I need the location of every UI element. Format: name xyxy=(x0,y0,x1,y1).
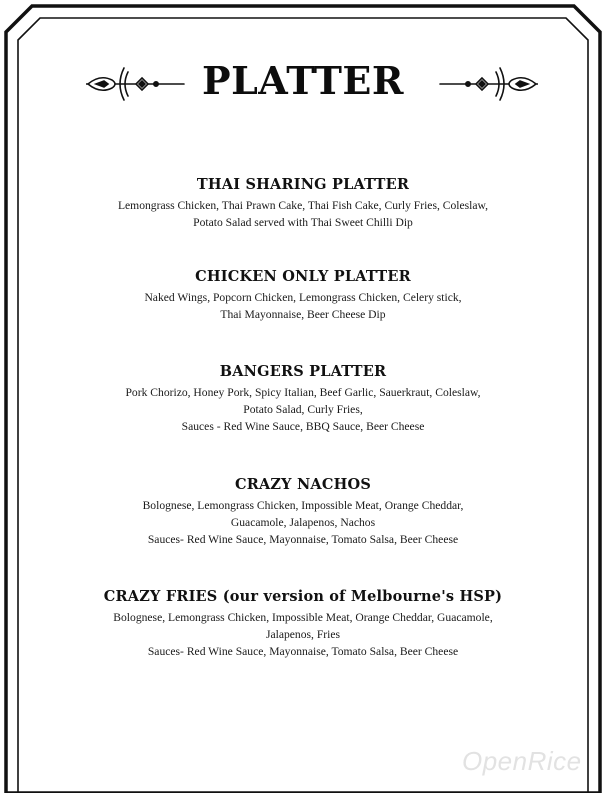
section-heading: CRAZY FRIES (our version of Melbourne's HSP) xyxy=(103,588,503,605)
menu-section-crazy-fries xyxy=(40,588,566,660)
section-description-line: Sauces- Red Wine Sauce, Mayonnaise, Tomato Salsa, Beer Cheese xyxy=(147,645,459,658)
section-heading: THAI SHARING PLATTER xyxy=(196,176,410,193)
section-description-line: Jalapenos, Fries xyxy=(265,628,341,641)
menu-section-chicken-only-platter xyxy=(40,268,566,323)
section-description-line: Thai Mayonnaise, Beer Cheese Dip xyxy=(220,308,386,321)
menu-section-crazy-nachos xyxy=(40,476,566,548)
section-heading: BANGERS PLATTER xyxy=(219,363,387,380)
section-heading: CHICKEN ONLY PLATTER xyxy=(195,268,411,285)
menu-section-thai-sharing-platter xyxy=(40,176,566,231)
section-description-line: Sauces - Red Wine Sauce, BBQ Sauce, Beer Cheese xyxy=(181,420,425,433)
page-title: PLATTER xyxy=(202,58,404,103)
section-description-line: Potato Salad served with Thai Sweet Chilli Dip xyxy=(193,216,413,229)
section-description-line: Bolognese, Lemongrass Chicken, Impossible Meat, Orange Cheddar, xyxy=(142,499,464,512)
section-description-line: Potato Salad, Curly Fries, xyxy=(243,403,363,416)
openrice-watermark: OpenRice xyxy=(462,746,582,776)
section-description-line: Pork Chorizo, Honey Pork, Spicy Italian, Beef Garlic, Sauerkraut, Coleslaw, xyxy=(125,386,481,399)
section-description-line: Guacamole, Jalapenos, Nachos xyxy=(230,516,376,529)
section-description-line: Naked Wings, Popcorn Chicken, Lemongrass Chicken, Celery stick, xyxy=(144,291,462,304)
menu-section-bangers-platter xyxy=(40,363,566,435)
section-description-line: Bolognese, Lemongrass Chicken, Impossible Meat, Orange Cheddar, Guacamole, xyxy=(113,611,493,624)
section-heading: CRAZY NACHOS xyxy=(234,476,372,493)
right-flourish-ornament xyxy=(438,62,538,106)
section-description-line: Sauces- Red Wine Sauce, Mayonnaise, Tomato Salsa, Beer Cheese xyxy=(147,533,459,546)
section-description-line: Lemongrass Chicken, Thai Prawn Cake, Thai Fish Cake, Curly Fries, Coleslaw, xyxy=(117,199,489,212)
